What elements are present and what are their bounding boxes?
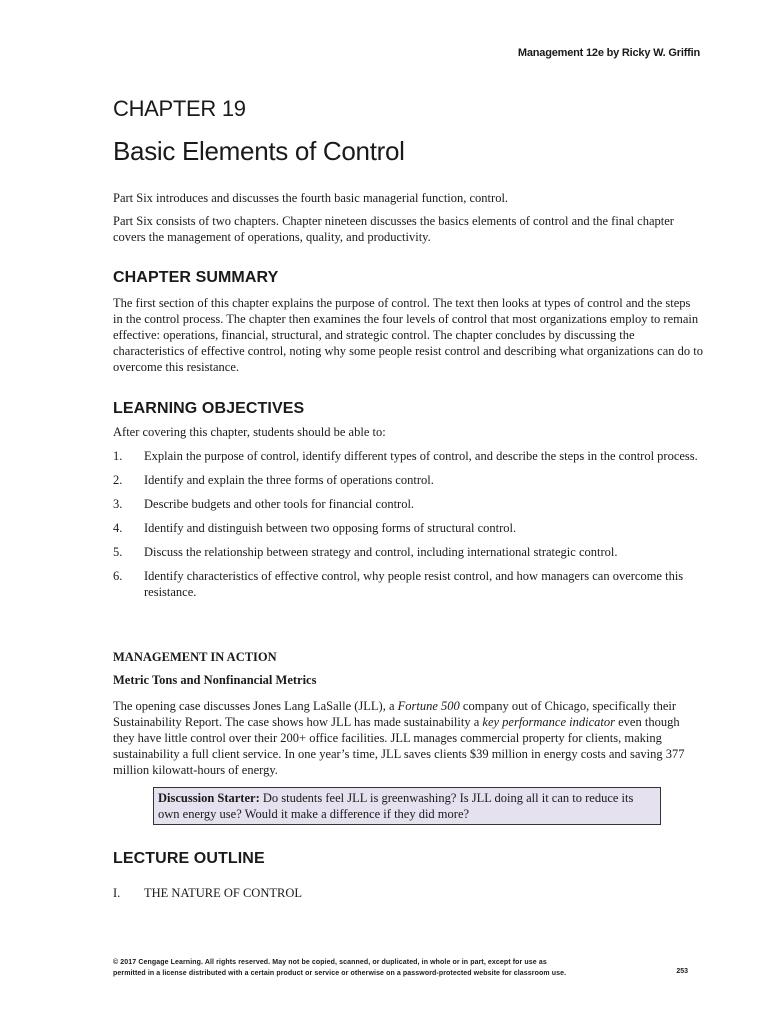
learning-objectives-intro: After covering this chapter, students should be able to:	[113, 425, 386, 439]
discussion-starter-box	[153, 787, 661, 825]
page-number: 253	[676, 968, 688, 975]
chapter-label: CHAPTER 19	[113, 96, 246, 121]
objective-number: 4.	[113, 521, 123, 535]
objective-item	[113, 448, 703, 464]
objective-number: 6.	[113, 569, 123, 583]
chapter-summary-text: The first section of this chapter explains the purpose of control. The text then looks at types of control and the steps in the control process. The chapter then examines the four levels of control that most organizations employ to remain effective: operations, financial, structural, and strategic control. The chapter concludes by discussing the characteristics of effective control, noting why some people resist control and describing what organizations can do to overcome this resistance.	[113, 296, 703, 374]
outline-item-number: I.	[113, 886, 121, 900]
case-text-part: company out of Chicago, specifically their Sustainability Report. The case shows how JLL has made sustainability a	[113, 699, 677, 729]
chapter-summary-heading: CHAPTER SUMMARY	[113, 269, 279, 286]
intro-paragraph-1: Part Six introduces and discusses the fourth basic managerial function, control.	[113, 191, 509, 205]
outline-item-text: THE NATURE OF CONTROL	[144, 886, 302, 900]
objective-number: 1.	[113, 449, 123, 463]
objective-item	[113, 520, 703, 536]
objective-text: Identify and distinguish between two opposing forms of structural control.	[144, 521, 517, 535]
objective-text: Discuss the relationship between strategy and control, including international strategic control.	[144, 545, 618, 559]
copyright-line-1: © 2017 Cengage Learning. All rights reserved. May not be copied, scanned, or duplicated, in whole or in part, except for use as	[113, 959, 547, 966]
objective-number: 2.	[113, 473, 123, 487]
learning-objectives-heading: LEARNING OBJECTIVES	[113, 400, 305, 417]
objective-text: Identify characteristics of effective control, why people resist control, and how managers can overcome this resistance.	[144, 569, 684, 599]
objective-text: Explain the purpose of control, identify different types of control, and describe the steps in the control process.	[144, 449, 698, 463]
discussion-starter-label: Discussion Starter:	[158, 791, 260, 805]
copyright-footer	[113, 957, 693, 979]
intro-paragraph-2: Part Six consists of two chapters. Chapter nineteen discusses the basics elements of control and the final chapter covers the management of operations, quality, and productivity.	[113, 214, 674, 244]
running-head: Management 12e by Ricky W. Griffin	[517, 47, 700, 59]
objective-item	[113, 472, 703, 488]
lecture-outline-heading: LECTURE OUTLINE	[113, 850, 265, 867]
objective-number: 3.	[113, 497, 123, 511]
case-text-part: The opening case discusses Jones Lang LaSalle (JLL), a	[113, 699, 398, 713]
objective-text: Describe budgets and other tools for financial control.	[144, 497, 415, 511]
learning-objectives-list	[113, 448, 703, 608]
management-in-action-text	[113, 698, 703, 778]
outline-item	[113, 886, 302, 901]
management-in-action-subheading: Metric Tons and Nonfinancial Metrics	[113, 673, 317, 687]
case-text-italic: key performance indicator	[482, 715, 615, 729]
objective-number: 5.	[113, 545, 123, 559]
objective-item	[113, 496, 703, 512]
copyright-line-2: permitted in a license distributed with a certain product or service or otherwise on a password-protected website for classroom use.	[113, 970, 567, 977]
objective-item	[113, 544, 703, 560]
objective-text: Identify and explain the three forms of operations control.	[144, 473, 434, 487]
chapter-title: Basic Elements of Control	[113, 136, 405, 166]
case-text-italic: Fortune 500	[397, 699, 460, 713]
objective-item	[113, 568, 703, 600]
case-text-part: even though they have little control over their 200+ office facilities. JLL manages commercial property for clients, making sustainability a full client service. In one year’s time, JLL saves clients $39 million in energy costs and saving 377 million kilowatt-hours of energy.	[113, 715, 685, 777]
discussion-starter-text: Do students feel JLL is greenwashing? Is JLL doing all it can to reduce its own energy use? Would it make a difference if they did more?	[158, 791, 634, 821]
management-in-action-heading: MANAGEMENT IN ACTION	[113, 650, 277, 664]
